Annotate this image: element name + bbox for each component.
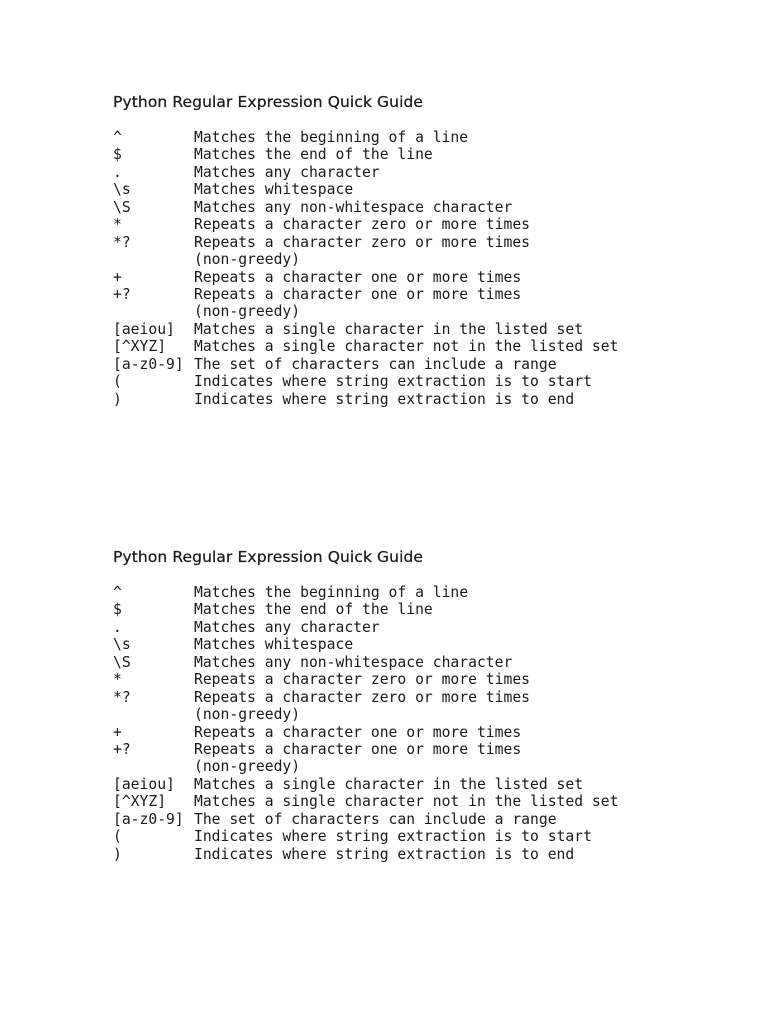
regex-description: Matches a single character not in the listed set — [194, 338, 619, 356]
regex-symbol: ( — [113, 373, 122, 391]
table-row — [113, 269, 673, 286]
regex-description: Repeats a character one or more times — [194, 740, 522, 758]
regex-symbol — [113, 758, 194, 775]
regex-description: Repeats a character one or more times — [194, 268, 522, 286]
table-row — [113, 619, 673, 636]
table-row — [113, 741, 673, 758]
regex-symbol: *? — [113, 233, 131, 251]
regex-table — [113, 584, 673, 863]
regex-symbol: * — [113, 216, 122, 234]
guide-title: Python Regular Expression Quick Guide — [113, 93, 424, 111]
regex-description: (non-greedy) — [194, 303, 301, 321]
table-row — [113, 129, 673, 146]
table-row — [113, 286, 673, 303]
table-row — [113, 828, 673, 845]
regex-description: Matches the end of the line — [194, 146, 433, 164]
regex-description: The set of characters can include a range — [194, 355, 557, 373]
table-row — [113, 654, 673, 671]
regex-description: Matches whitespace — [194, 181, 354, 199]
table-row — [113, 584, 673, 601]
table-row — [113, 164, 673, 181]
quick-guide-2 — [113, 547, 673, 863]
regex-description: Indicates where string extraction is to end — [194, 390, 575, 408]
regex-symbol: + — [113, 723, 122, 741]
table-row — [113, 391, 673, 408]
regex-symbol: [a-z0-9] — [113, 355, 184, 373]
regex-symbol: +? — [113, 285, 131, 303]
guide-title: Python Regular Expression Quick Guide — [113, 548, 424, 566]
regex-description: Indicates where string extraction is to start — [194, 373, 592, 391]
regex-description: Matches a single character not in the listed set — [194, 793, 619, 811]
table-row — [113, 601, 673, 618]
regex-symbol — [113, 706, 194, 723]
regex-symbol: [aeiou] — [113, 320, 175, 338]
regex-symbol — [113, 303, 194, 320]
regex-symbol: ) — [113, 390, 122, 408]
regex-symbol: *? — [113, 688, 131, 706]
regex-description: (non-greedy) — [194, 758, 301, 776]
regex-symbol: . — [113, 618, 122, 636]
table-row — [113, 181, 673, 198]
regex-description: The set of characters can include a range — [194, 810, 557, 828]
table-row — [113, 338, 673, 355]
regex-symbol: +? — [113, 740, 131, 758]
regex-symbol: . — [113, 163, 122, 181]
regex-symbol: [aeiou] — [113, 775, 175, 793]
regex-description: (non-greedy) — [194, 706, 301, 724]
table-row — [113, 724, 673, 741]
table-row — [113, 758, 673, 775]
quick-guide-1 — [113, 92, 673, 408]
regex-description: Matches any non-whitespace character — [194, 198, 513, 216]
table-row — [113, 846, 673, 863]
regex-symbol: * — [113, 671, 122, 689]
regex-symbol: [^XYZ] — [113, 338, 167, 356]
regex-description: Matches any non-whitespace character — [194, 653, 513, 671]
regex-description: Matches the beginning of a line — [194, 129, 469, 146]
regex-description: Repeats a character one or more times — [194, 285, 522, 303]
regex-description: (non-greedy) — [194, 251, 301, 269]
regex-symbol: $ — [113, 601, 122, 619]
table-row — [113, 689, 673, 706]
table-row — [113, 199, 673, 216]
table-row — [113, 373, 673, 390]
regex-description: Repeats a character zero or more times — [194, 216, 531, 234]
regex-description: Repeats a character zero or more times — [194, 671, 531, 689]
table-row — [113, 303, 673, 320]
regex-description: Indicates where string extraction is to end — [194, 845, 575, 863]
regex-description: Matches a single character in the listed set — [194, 775, 584, 793]
table-row — [113, 251, 673, 268]
regex-description: Repeats a character zero or more times — [194, 233, 531, 251]
regex-description: Matches any character — [194, 163, 380, 181]
regex-description: Matches the beginning of a line — [194, 584, 469, 601]
regex-symbol: + — [113, 268, 122, 286]
table-row — [113, 706, 673, 723]
table-row — [113, 671, 673, 688]
regex-symbol: \S — [113, 198, 131, 216]
regex-description: Repeats a character zero or more times — [194, 688, 531, 706]
table-row — [113, 811, 673, 828]
regex-symbol: [a-z0-9] — [113, 810, 184, 828]
regex-table — [113, 129, 673, 408]
regex-symbol: ( — [113, 828, 122, 846]
table-row — [113, 216, 673, 233]
table-row — [113, 234, 673, 251]
regex-description: Matches the end of the line — [194, 601, 433, 619]
regex-symbol: $ — [113, 146, 122, 164]
table-row — [113, 793, 673, 810]
regex-symbol: ^ — [113, 584, 122, 601]
regex-description: Matches any character — [194, 618, 380, 636]
regex-symbol: \S — [113, 653, 131, 671]
regex-description: Indicates where string extraction is to start — [194, 828, 592, 846]
regex-description: Matches whitespace — [194, 636, 354, 654]
regex-symbol: \s — [113, 181, 131, 199]
table-row — [113, 321, 673, 338]
regex-symbol: \s — [113, 636, 131, 654]
regex-symbol — [113, 251, 194, 268]
regex-symbol: ^ — [113, 129, 122, 146]
table-row — [113, 776, 673, 793]
regex-symbol: ) — [113, 845, 122, 863]
table-row — [113, 636, 673, 653]
regex-symbol: [^XYZ] — [113, 793, 167, 811]
table-row — [113, 146, 673, 163]
table-row — [113, 356, 673, 373]
regex-description: Repeats a character one or more times — [194, 723, 522, 741]
regex-description: Matches a single character in the listed set — [194, 320, 584, 338]
